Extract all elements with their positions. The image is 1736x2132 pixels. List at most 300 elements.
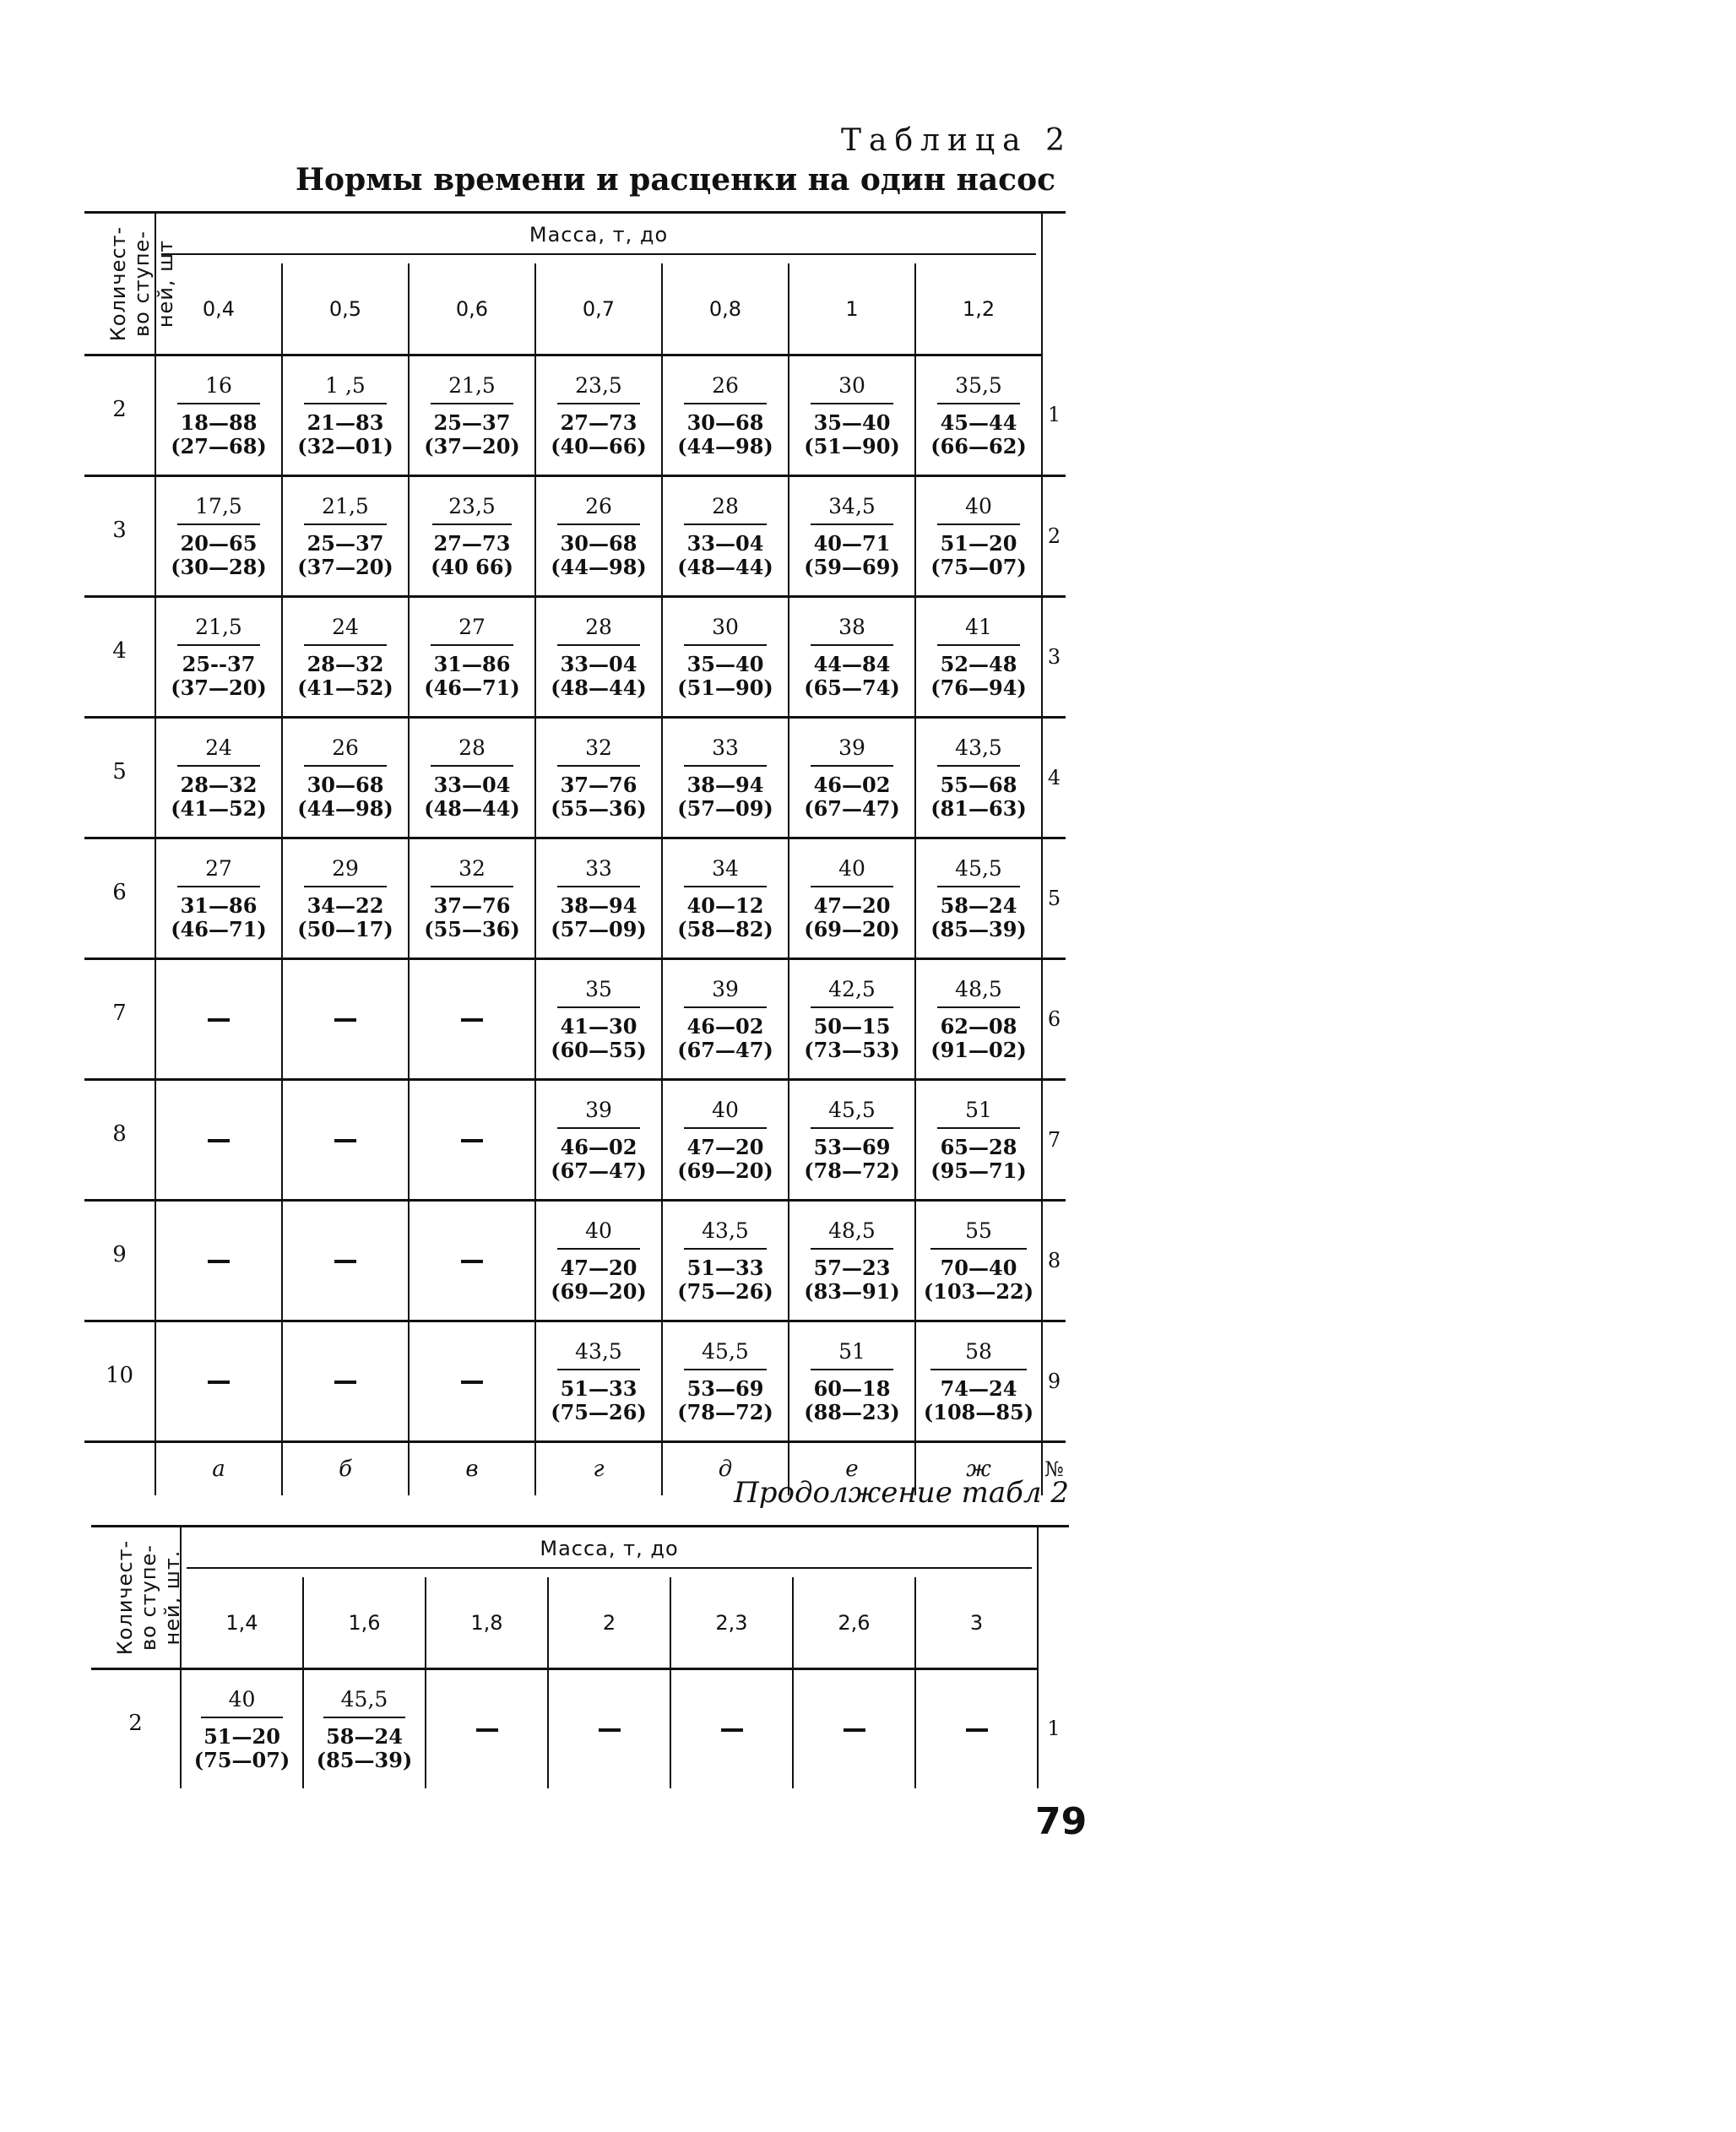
mass-column-header: 2,3	[670, 1577, 793, 1668]
time-rate-fraction	[297, 615, 393, 700]
time-rate-fraction	[551, 1339, 647, 1424]
rate-value: 70—40	[940, 1255, 1017, 1280]
table-row	[84, 1080, 1066, 1201]
norm-cell	[535, 597, 662, 718]
rate-value-alt: (48—44)	[677, 554, 773, 579]
mass-column-header: 0,8	[662, 263, 789, 355]
empty-dash	[844, 1728, 865, 1732]
norm-cell	[155, 597, 282, 718]
time-norm: 30	[684, 615, 767, 646]
page-number: 79	[1035, 1800, 1088, 1843]
rate-value: 51—20	[940, 530, 1017, 556]
time-norm: 35	[557, 977, 640, 1008]
rate-value: 21—83	[307, 410, 384, 435]
mass-column-header: 0,5	[282, 263, 409, 355]
norm-cell	[409, 959, 535, 1080]
time-norm: 30	[811, 373, 893, 404]
rate-value-alt: (76—94)	[930, 675, 1027, 700]
rate-value: 20—65	[180, 530, 258, 556]
number-column-header	[1038, 1527, 1069, 1669]
rate-value: 65—28	[940, 1134, 1017, 1159]
rate-value: 51—33	[686, 1255, 764, 1280]
norm-cell	[789, 1080, 915, 1201]
continuation-label: Продолжение табл 2	[734, 1476, 1069, 1510]
rate-value: 47—20	[686, 1134, 764, 1159]
rate-value: 60—18	[813, 1375, 891, 1401]
rate-value-alt: (51—90)	[804, 433, 900, 458]
table-label: Таблица 2	[841, 123, 1072, 158]
norm-cell	[535, 1321, 662, 1442]
steps-cell: 8	[84, 1080, 155, 1201]
rate-value: 58—24	[326, 1723, 403, 1749]
empty-dash	[721, 1728, 743, 1732]
column-letter: б	[282, 1442, 409, 1496]
rate-value: 25—37	[433, 410, 511, 435]
time-norm: 21,5	[304, 494, 387, 525]
norm-cell	[282, 476, 409, 597]
norm-cell	[282, 838, 409, 959]
rate-value: 27—73	[433, 530, 511, 556]
empty-dash	[966, 1728, 988, 1732]
rate-value-alt: (46—71)	[424, 675, 520, 700]
rate-value: 58—24	[940, 892, 1017, 918]
time-rate-fraction	[297, 494, 393, 579]
rate-value-alt: (58—82)	[677, 916, 773, 941]
mass-column-header: 1,8	[426, 1577, 548, 1668]
time-rate-fraction	[930, 494, 1027, 579]
mass-values-row	[84, 263, 1066, 355]
rate-value-alt: (30—28)	[171, 554, 267, 579]
empty-dash	[476, 1728, 498, 1732]
norm-cell	[793, 1669, 915, 1789]
norm-cell	[789, 476, 915, 597]
rate-value: 47—20	[560, 1255, 637, 1280]
mass-column-header: 2,6	[793, 1577, 915, 1668]
norm-cell	[915, 838, 1042, 959]
rate-value: 40—12	[686, 892, 764, 918]
time-rate-fraction	[551, 373, 647, 458]
table-row	[91, 1669, 1069, 1789]
norm-cell	[303, 1669, 426, 1789]
rate-value-alt: (69—20)	[551, 1278, 647, 1304]
stub-header-line: во ступе-	[130, 231, 155, 337]
time-rate-fraction	[171, 615, 267, 700]
norm-cell	[409, 838, 535, 959]
time-rate-fraction	[804, 494, 900, 579]
mass-group-header: Масса, т, до	[155, 213, 1042, 264]
rate-value-alt: (91—02)	[930, 1037, 1027, 1062]
row-number: 8	[1042, 1201, 1066, 1321]
rate-value: 47—20	[813, 892, 891, 918]
norm-cell	[662, 597, 789, 718]
time-rate-fraction	[677, 1098, 773, 1183]
column-letter: г	[535, 1442, 662, 1496]
time-norm: 40	[557, 1218, 640, 1250]
time-norm: 43,5	[937, 735, 1020, 767]
stub-header-line: Количест-	[113, 1539, 138, 1656]
time-rate-fraction	[930, 977, 1027, 1062]
rate-value: 35—40	[686, 651, 764, 676]
rate-value-alt: (69—20)	[677, 1158, 773, 1183]
time-rate-fraction	[924, 1339, 1033, 1424]
rate-value-alt: (75—26)	[551, 1399, 647, 1424]
norm-cell	[789, 718, 915, 838]
row-number: 4	[1042, 718, 1066, 838]
steps-column-header	[84, 213, 178, 355]
time-rate-fraction	[677, 1339, 773, 1424]
norm-cell	[915, 597, 1042, 718]
time-norm: 32	[431, 856, 513, 887]
rate-value: 33—04	[433, 772, 511, 797]
rate-value: 27—73	[560, 410, 637, 435]
column-letter: д	[662, 1442, 789, 1496]
norm-cell	[155, 355, 282, 476]
norm-cell	[789, 1201, 915, 1321]
time-rate-fraction	[677, 615, 773, 700]
norm-cell	[915, 718, 1042, 838]
time-rate-fraction	[171, 494, 267, 579]
norm-cell	[662, 838, 789, 959]
steps-cell: 10	[84, 1321, 155, 1442]
time-rate-fraction	[551, 615, 647, 700]
mass-column-header: 3	[915, 1577, 1038, 1668]
rate-value-alt: (95—71)	[930, 1158, 1027, 1183]
time-norm: 24	[177, 735, 260, 767]
norm-cell	[409, 718, 535, 838]
norm-cell	[662, 1080, 789, 1201]
empty-dash	[208, 1139, 230, 1142]
empty-dash	[461, 1381, 483, 1384]
norm-cell	[535, 1080, 662, 1201]
rate-value: 62—08	[940, 1013, 1017, 1039]
column-letter: е	[789, 1442, 915, 1496]
time-norm: 55	[930, 1218, 1027, 1250]
rate-value-alt: (40 66)	[431, 554, 513, 579]
norm-cell	[915, 1669, 1038, 1789]
time-rate-fraction	[804, 735, 900, 821]
norm-cell	[535, 1201, 662, 1321]
mass-group-header: Масса, т, до	[181, 1527, 1038, 1578]
time-norm: 40	[811, 856, 893, 887]
time-rate-fraction	[297, 856, 393, 941]
rate-value-alt: (55—36)	[551, 795, 647, 821]
row-number: 9	[1042, 1321, 1066, 1442]
steps-cell: 5	[84, 718, 155, 838]
norm-cell	[282, 959, 409, 1080]
empty-dash	[461, 1018, 483, 1022]
time-norm: 26	[304, 735, 387, 767]
rate-value-alt: (67—47)	[551, 1158, 647, 1183]
norm-cell	[662, 1201, 789, 1321]
rate-value-alt: (57—09)	[677, 795, 773, 821]
time-norm: 43,5	[557, 1339, 640, 1370]
rate-value-alt: (37—20)	[424, 433, 520, 458]
rate-value: 55—68	[940, 772, 1017, 797]
rate-value-alt: (75—07)	[930, 554, 1027, 579]
rate-value-alt: (69—20)	[804, 916, 900, 941]
rate-value: 53—69	[813, 1134, 891, 1159]
norm-cell	[535, 476, 662, 597]
time-rate-fraction	[551, 977, 647, 1062]
norm-cell	[409, 355, 535, 476]
rate-value-alt: (88—23)	[804, 1399, 900, 1424]
norm-cell	[535, 959, 662, 1080]
norm-cell	[155, 476, 282, 597]
rate-value: 74—24	[940, 1375, 1017, 1401]
rate-value-alt: (48—44)	[424, 795, 520, 821]
table-row	[84, 476, 1066, 597]
mass-values-row	[91, 1577, 1069, 1668]
mass-column-header: 0,6	[409, 263, 535, 355]
norm-cell	[915, 1201, 1042, 1321]
norm-cell	[282, 355, 409, 476]
rate-value-alt: (27—68)	[171, 433, 267, 458]
rate-value: 18—88	[180, 410, 258, 435]
norm-cell	[789, 355, 915, 476]
rate-value-alt: (73—53)	[804, 1037, 900, 1062]
time-rate-fraction	[171, 373, 267, 458]
continuation-table-body	[91, 1669, 1069, 1789]
time-rate-fraction	[297, 373, 393, 458]
table-row	[84, 838, 1066, 959]
time-rate-fraction	[804, 1218, 900, 1304]
rate-value: 38—94	[560, 892, 637, 918]
time-norm: 28	[557, 615, 640, 646]
time-norm: 35,5	[937, 373, 1020, 404]
rate-value: 38—94	[686, 772, 764, 797]
norm-cell	[662, 1321, 789, 1442]
rate-value: 28—32	[180, 772, 258, 797]
time-norm: 21,5	[431, 373, 513, 404]
time-rate-fraction	[551, 735, 647, 821]
rate-value-alt: (81—63)	[930, 795, 1027, 821]
time-norm: 40	[937, 494, 1020, 525]
norm-cell	[409, 1201, 535, 1321]
norm-cell	[155, 1321, 282, 1442]
time-rate-fraction	[171, 735, 267, 821]
norms-table	[84, 211, 1066, 1495]
time-norm: 38	[811, 615, 893, 646]
norm-cell	[282, 597, 409, 718]
time-norm: 34	[684, 856, 767, 887]
rate-value: 41—30	[560, 1013, 637, 1039]
empty-dash	[208, 1381, 230, 1384]
norm-cell	[409, 1080, 535, 1201]
time-rate-fraction	[551, 1098, 647, 1183]
rate-value-alt: (32—01)	[297, 433, 393, 458]
time-rate-fraction	[424, 615, 520, 700]
time-rate-fraction	[317, 1687, 413, 1772]
mass-column-header: 2	[548, 1577, 670, 1668]
table-title: Нормы времени и расценки на один насос	[296, 162, 1055, 198]
norm-cell	[155, 1080, 282, 1201]
rate-value-alt: (75—07)	[193, 1747, 290, 1772]
empty-dash	[334, 1018, 356, 1022]
norm-cell	[662, 959, 789, 1080]
rate-value: 51—33	[560, 1375, 637, 1401]
rate-value-alt: (44—98)	[297, 795, 393, 821]
norms-table-body	[84, 355, 1066, 1496]
time-norm: 45,5	[937, 856, 1020, 887]
row-number: 6	[1042, 959, 1066, 1080]
rate-value-alt: (51—90)	[677, 675, 773, 700]
time-norm: 51	[937, 1098, 1020, 1129]
norm-cell	[282, 1201, 409, 1321]
steps-cell: 2	[84, 355, 155, 476]
time-norm: 40	[201, 1687, 284, 1718]
time-norm: 32	[557, 735, 640, 767]
rate-value-alt: (40—66)	[551, 433, 647, 458]
empty-dash	[334, 1139, 356, 1142]
time-norm: 41	[937, 615, 1020, 646]
rate-value: 35—40	[813, 410, 891, 435]
empty-dash	[208, 1018, 230, 1022]
norm-cell	[155, 718, 282, 838]
column-letters-stub	[84, 1442, 155, 1496]
time-norm: 39	[811, 735, 893, 767]
rate-value-alt: (55—36)	[424, 916, 520, 941]
norm-cell	[789, 959, 915, 1080]
norm-cell	[915, 355, 1042, 476]
rate-value: 25—37	[307, 530, 384, 556]
row-number: 3	[1042, 597, 1066, 718]
rate-value: 51—20	[203, 1723, 280, 1749]
time-norm: 27	[431, 615, 513, 646]
rate-value-alt: (44—98)	[677, 433, 773, 458]
time-rate-fraction	[930, 735, 1027, 821]
time-rate-fraction	[551, 1218, 647, 1304]
time-norm: 24	[304, 615, 387, 646]
time-norm: 58	[930, 1339, 1027, 1370]
rate-value-alt: (85—39)	[316, 1747, 413, 1772]
rate-value: 31—86	[433, 651, 511, 676]
time-norm: 40	[684, 1098, 767, 1129]
norm-cell	[548, 1669, 670, 1789]
rate-value: 53—69	[686, 1375, 764, 1401]
table-row	[84, 597, 1066, 718]
row-number: 1	[1047, 1717, 1061, 1741]
rate-value: 33—04	[560, 651, 637, 676]
time-norm: 48,5	[937, 977, 1020, 1008]
norm-cell	[662, 476, 789, 597]
steps-cell: 6	[84, 838, 155, 959]
rate-value-alt: (85—39)	[930, 916, 1027, 941]
stub-header-line: ней, шт.	[160, 1549, 185, 1646]
time-norm: 17,5	[177, 494, 260, 525]
rate-value: 44—84	[813, 651, 891, 676]
norm-cell	[789, 838, 915, 959]
rate-value: 31—86	[180, 892, 258, 918]
mass-column-header: 0,4	[155, 263, 282, 355]
norm-cell	[181, 1669, 303, 1789]
time-rate-fraction	[171, 856, 267, 941]
steps-cell: 4	[84, 597, 155, 718]
rate-value: 30—68	[560, 530, 637, 556]
rate-value: 25--37	[182, 651, 256, 676]
norm-cell	[789, 1321, 915, 1442]
norm-cell	[282, 1080, 409, 1201]
time-rate-fraction	[677, 1218, 773, 1304]
empty-dash	[334, 1260, 356, 1263]
row-number: 5	[1042, 838, 1066, 959]
column-letter: а	[155, 1442, 282, 1496]
norm-cell	[915, 959, 1042, 1080]
rate-value-alt: (50—17)	[297, 916, 393, 941]
time-norm: 45,5	[684, 1339, 767, 1370]
empty-dash	[461, 1260, 483, 1263]
steps-column-header	[91, 1527, 185, 1669]
time-norm: 43,5	[684, 1218, 767, 1250]
norm-cell	[155, 838, 282, 959]
time-rate-fraction	[424, 856, 520, 941]
time-norm: 48,5	[811, 1218, 893, 1250]
rate-value-alt: (65—74)	[804, 675, 900, 700]
time-norm: 33	[557, 856, 640, 887]
steps-cell: 7	[84, 959, 155, 1080]
time-norm: 16	[177, 373, 260, 404]
time-norm: 34,5	[811, 494, 893, 525]
rate-value: 57—23	[813, 1255, 891, 1280]
time-norm: 23,5	[432, 494, 512, 525]
mass-column-header: 0,7	[535, 263, 662, 355]
time-norm: 26	[557, 494, 640, 525]
mass-column-header: 1,6	[303, 1577, 426, 1668]
rate-value-alt: (37—20)	[297, 554, 393, 579]
norm-cell	[662, 718, 789, 838]
time-norm: 26	[684, 373, 767, 404]
stub-header-line: Количест-	[106, 225, 131, 342]
rate-value: 46—02	[560, 1134, 637, 1159]
steps-cell: 3	[84, 476, 155, 597]
time-norm: 1 ,5	[304, 373, 387, 404]
time-rate-fraction	[930, 856, 1027, 941]
rate-value-alt: (103—22)	[923, 1278, 1034, 1304]
time-rate-fraction	[424, 735, 520, 821]
norm-cell	[662, 355, 789, 476]
mass-column-header: 1	[789, 263, 915, 355]
time-rate-fraction	[804, 856, 900, 941]
time-norm: 23,5	[557, 373, 640, 404]
time-rate-fraction	[551, 856, 647, 941]
rate-value: 33—04	[686, 530, 764, 556]
norm-cell	[409, 597, 535, 718]
norm-cell	[535, 718, 662, 838]
rate-value: 46—02	[686, 1013, 764, 1039]
rate-value-alt: (83—91)	[804, 1278, 900, 1304]
norm-cell	[409, 1321, 535, 1442]
rate-value: 50—15	[813, 1013, 891, 1039]
table-row	[84, 959, 1066, 1080]
row-number: 1	[1042, 355, 1066, 476]
continuation-table	[91, 1525, 1069, 1788]
norm-cell	[426, 1669, 548, 1789]
time-norm: 27	[177, 856, 260, 887]
mass-column-header: 1,4	[181, 1577, 303, 1668]
time-rate-fraction	[194, 1687, 290, 1772]
number-sign: №	[1042, 1442, 1066, 1496]
rate-value-alt: (44—98)	[551, 554, 647, 579]
time-rate-fraction	[426, 494, 518, 579]
rate-value: 52—48	[940, 651, 1017, 676]
norm-cell	[409, 476, 535, 597]
table-row	[84, 718, 1066, 838]
time-rate-fraction	[804, 1098, 900, 1183]
time-rate-fraction	[804, 977, 900, 1062]
time-rate-fraction	[930, 1098, 1027, 1183]
rate-value-alt: (59—69)	[804, 554, 900, 579]
norm-cell	[282, 1321, 409, 1442]
rate-value-alt: (60—55)	[551, 1037, 647, 1062]
